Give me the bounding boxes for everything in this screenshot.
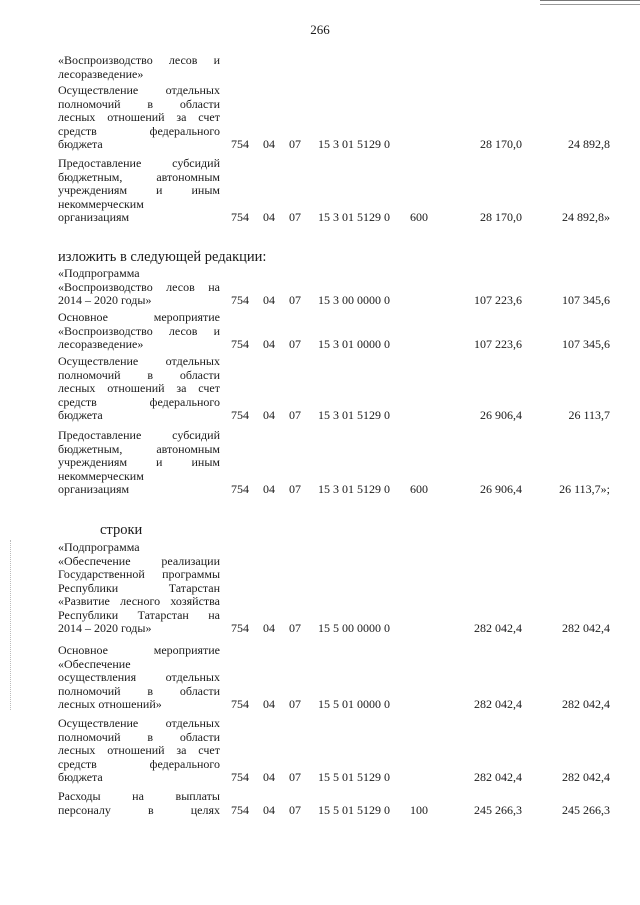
row-description <box>58 429 220 497</box>
amount-2019: 282 042,4 <box>474 770 522 784</box>
description-line: персоналу в целях <box>58 802 220 817</box>
amount-2020: 282 042,4 <box>562 697 610 711</box>
target-article-code: 15 3 01 5129 0 <box>318 137 390 151</box>
description-line: «Воспроизводство лесов и <box>58 53 220 67</box>
amount-2019: 245 266,3 <box>474 802 522 817</box>
description-line: бюджетным, автономным <box>58 441 220 456</box>
row-description <box>58 84 220 152</box>
row-description <box>58 267 220 308</box>
description-line: бюджета <box>58 770 103 784</box>
description-line: бюджета <box>58 137 103 151</box>
description-line: Предоставление субсидий <box>58 156 220 170</box>
description-line: лесных отношений за счет <box>58 110 220 124</box>
ministry-code: 754 <box>231 137 249 151</box>
description-line: полномочий в области <box>58 96 220 111</box>
description-line: Основное мероприятие <box>58 310 220 324</box>
description-line: средств федерального <box>58 123 220 138</box>
target-article-code: 15 5 01 5129 0 <box>318 770 390 784</box>
description-line: лесоразведение» <box>58 337 144 351</box>
description-line: бюджета <box>58 408 103 422</box>
amount-2019: 26 906,4 <box>480 482 522 496</box>
ministry-code: 754 <box>231 408 249 422</box>
section-code: 04 <box>263 293 275 307</box>
description-line: бюджетным, автономным <box>58 169 220 184</box>
amount-2020: 26 113,7 <box>568 408 610 422</box>
row-description <box>58 717 220 785</box>
description-line: осуществления отдельных <box>58 670 220 684</box>
description-line: «Подпрограмма <box>58 266 140 280</box>
ministry-code: 754 <box>231 802 249 817</box>
target-article-code: 15 3 01 0000 0 <box>318 337 390 351</box>
description-line: Осуществление отдельных <box>58 83 220 97</box>
description-line: «Обеспечение <box>58 656 131 671</box>
amount-2019: 28 170,0 <box>480 137 522 151</box>
target-article-code: 15 5 01 5129 0 <box>318 802 390 817</box>
description-line: Предоставление субсидий <box>58 428 220 442</box>
subsection-code: 07 <box>289 697 301 711</box>
subsection-code: 07 <box>289 621 301 635</box>
ministry-code: 754 <box>231 621 249 635</box>
section-code: 04 <box>263 137 275 151</box>
ministry-code: 754 <box>231 337 249 351</box>
amount-2020: 282 042,4 <box>562 621 610 635</box>
description-line: Осуществление отдельных <box>58 354 220 368</box>
subsection-code: 07 <box>289 770 301 784</box>
description-line: некоммерческим <box>58 468 144 483</box>
description-line: Осуществление отдельных <box>58 716 220 730</box>
section-heading: строки <box>100 522 143 538</box>
subsection-code: 07 <box>289 802 301 817</box>
row-description <box>58 157 220 225</box>
page-number: 266 <box>310 22 330 37</box>
ministry-code: 754 <box>231 770 249 784</box>
ministry-code: 754 <box>231 210 249 224</box>
description-line: полномочий в области <box>58 729 220 744</box>
amount-2020: 282 042,4 <box>562 770 610 784</box>
section-code: 04 <box>263 337 275 351</box>
section-code: 04 <box>263 802 275 817</box>
description-line: лесных отношений» <box>58 697 162 711</box>
row-description <box>58 790 220 817</box>
description-line: Республики Татарстан на <box>58 607 220 622</box>
subsection-code: 07 <box>289 408 301 422</box>
target-article-code: 15 3 01 5129 0 <box>318 482 390 496</box>
amount-2019: 282 042,4 <box>474 697 522 711</box>
expense-type-code: 600 <box>410 482 428 496</box>
expense-type-code: 100 <box>410 802 428 817</box>
description-line: лесоразведение» <box>58 66 144 81</box>
subsection-code: 07 <box>289 482 301 496</box>
subsection-code: 07 <box>289 337 301 351</box>
row-description <box>58 355 220 423</box>
section-code: 04 <box>263 697 275 711</box>
description-line: Государственной программы <box>58 567 220 581</box>
amount-2020: 107 345,6 <box>562 293 610 307</box>
description-line: «Воспроизводство лесов на <box>58 279 220 294</box>
target-article-code: 15 3 01 5129 0 <box>318 210 390 224</box>
ministry-code: 754 <box>231 697 249 711</box>
description-line: «Развитие лесного хозяйства <box>58 594 220 608</box>
subsection-code: 07 <box>289 137 301 151</box>
amount-2019: 282 042,4 <box>474 621 522 635</box>
section-heading: изложить в следующей редакции: <box>58 249 267 265</box>
subsection-code: 07 <box>289 210 301 224</box>
description-line: лесных отношений за счет <box>58 743 220 757</box>
target-article-code: 15 5 00 0000 0 <box>318 621 390 635</box>
description-line: некоммерческим <box>58 196 144 211</box>
amount-2020: 24 892,8 <box>568 137 610 151</box>
target-article-code: 15 5 01 0000 0 <box>318 697 390 711</box>
description-line: учреждениям и иным <box>58 183 220 197</box>
description-line: «Обеспечение реализации <box>58 553 220 568</box>
description-line: «Воспроизводство лесов и <box>58 323 220 338</box>
description-line: Расходы на выплаты <box>58 789 220 803</box>
row-description <box>58 541 220 636</box>
amount-2019: 107 223,6 <box>474 293 522 307</box>
amount-2020: 107 345,6 <box>562 337 610 351</box>
section-code: 04 <box>263 621 275 635</box>
description-line: учреждениям и иным <box>58 455 220 469</box>
amount-2019: 26 906,4 <box>480 408 522 422</box>
row-description <box>58 311 220 352</box>
amount-2019: 107 223,6 <box>474 337 522 351</box>
description-line: «Подпрограмма <box>58 540 140 554</box>
target-article-code: 15 3 01 5129 0 <box>318 408 390 422</box>
description-line: организациям <box>58 482 130 496</box>
margin-dots <box>10 540 11 710</box>
description-line: Основное мероприятие <box>58 643 220 657</box>
description-line: Республики Татарстан <box>58 580 220 595</box>
corner-mark <box>540 0 640 5</box>
description-line: полномочий в области <box>58 683 220 698</box>
amount-2020: 24 892,8» <box>562 210 610 224</box>
description-line: полномочий в области <box>58 367 220 382</box>
section-code: 04 <box>263 770 275 784</box>
expense-type-code: 600 <box>410 210 428 224</box>
description-line: организациям <box>58 210 130 224</box>
description-line: 2014 – 2020 годы» <box>58 293 152 307</box>
ministry-code: 754 <box>231 482 249 496</box>
row-description <box>58 644 220 712</box>
description-line: лесных отношений за счет <box>58 381 220 395</box>
amount-2019: 28 170,0 <box>480 210 522 224</box>
section-code: 04 <box>263 482 275 496</box>
subsection-code: 07 <box>289 293 301 307</box>
ministry-code: 754 <box>231 293 249 307</box>
description-line: 2014 – 2020 годы» <box>58 621 152 635</box>
section-code: 04 <box>263 408 275 422</box>
target-article-code: 15 3 00 0000 0 <box>318 293 390 307</box>
row-description <box>58 54 220 81</box>
section-code: 04 <box>263 210 275 224</box>
amount-2020: 26 113,7»; <box>559 482 610 496</box>
description-line: средств федерального <box>58 756 220 771</box>
amount-2020: 245 266,3 <box>562 802 610 817</box>
description-line: средств федерального <box>58 394 220 409</box>
